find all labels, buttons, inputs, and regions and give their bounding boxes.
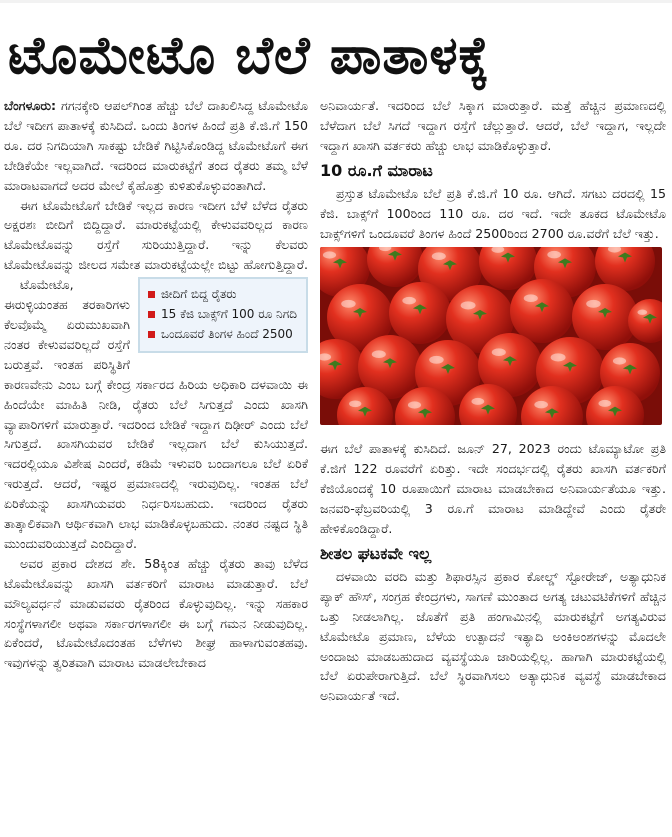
highlight-text: 15 ಕೆಜಿ ಬಾಕ್ಸ್‌ಗೆ 100 ರೂ ನಿಗದಿ xyxy=(161,307,297,322)
highlight-item xyxy=(148,305,300,323)
headline: ಟೊಮೇಟೊ ಬೆಲೆ ಪಾತಾಳಕ್ಕೆ xyxy=(8,26,490,86)
highlight-item xyxy=(148,325,300,343)
paragraph: ಈಗ ಟೊಮೇಟೊಗೆ ಬೇಡಿಕೆ ಇಲ್ಲದ ಕಾರಣ ಇದೀಗ ಬೆಳೆ ಬೆಳೆದ ರೈತರು ಅಕ್ಷರಶಃ ಬೀದಿಗೆ ಬಿದ್ದಿದ್ದಾರೆ. ಮಾರುಕಟ್ಟೆಯಲ್ಲಿ ಕೇಳುವವರಿಲ್ಲದ ಕಾರಣ ಟೊಮೇಟೊವನ್ನು ರಸ್ತೆಗೆ ಸುರಿಯುತ್ತಿದ್ದಾರೆ. ಇನ್ನು ಕೆಲವರು ಟೊಮೇಟೊವನ್ನು ಜೀಲದ ಸಮೇತ ಮಾರುಕಟ್ಟೆಯಲ್ಲೇ ಬಿಟ್ಟು ಹೋಗುತ್ತಿದ್ದಾರೆ. xyxy=(4,197,308,273)
paragraph: ಟೊಮೇಟೊ, ಈರುಳ್ಳಿಯಂತಹ ತರಕಾರಿಗಳು ಕೆಲವೊಮ್ಮೆ ಏರುಮುಖವಾಗಿ ನಂತರ ಕೇಳುವವರಿಲ್ಲದೆ ರಸ್ತೆಗೆ ಬರುತ್ತವೆ. ಇಂತಹ ಪರಿಸ್ಥಿತಿಗೆ ಕಾರಣವೇನು ಎಂಬ ಬಗ್ಗೆ ಕೇಂದ್ರ ಸರ್ಕಾರದ ಹಿರಿಯ ಅಧಿಕಾರಿ ದಳವಾಯಿ ಈ ಹಿಂದೆಯೇ ಮಾಹಿತಿ ನೀಡಿ, ರೈತರು ಬೆಲೆ ಸಿಗುತ್ತದೆ ಎಂದು ಖಾಸಗಿ ವ್ಯಾಪಾರಿಗಳಿಗೆ ಮಾರುತ್ತಾರೆ. ಇದರಿಂದ ಬೇಡಿಕೆ ಇದ್ದಾಗ ದಿಢೀರ್ ಎಂದು ಬೆಲೆ ಸಿಗುತ್ತದೆ. ಖಾಸಗಿಯವರ ಬೇಡಿಕೆ ಇಲ್ಲದಾಗ ಬೆಲೆ ಕುಸಿಯುತ್ತದೆ. ಇದರಲ್ಲಿಯೂ ವಿಶೇಷ ಎಂದರೆ, ಕಡಿಮೆ ಇಳುವರಿ ಬಂದಾಗಲೂ ಬೆಲೆ ಏರಿಕೆ ಇರುತ್ತದೆ. ಆದರೆ, ಇಷ್ಟರ ಪ್ರಮಾಣದಲ್ಲಿ ಇರುವುದಿಲ್ಲ. ಇಂತಹ ಬೆಲೆ ಏರಿಕೆಯನ್ನು ಖಾಸಗಿಯವರು ನಿರ್ಧರಿಸಬಹುದು. ಇದರಿಂದ ರೈತರು ತಾತ್ಕಾಲಿಕವಾಗಿ ಆರ್ಥಿಕವಾಗಿ ಲಾಭ ಮಾಡಿಕೊಳ್ಳಬಹುದು. ನಂತರ ನಷ್ಟದ ಸ್ಥಿತಿ ಮುಂದುವರಿಯುತ್ತದೆ ಎಂದಿದ್ದಾರೆ. xyxy=(4,277,308,551)
highlight-text: ಜೀದಿಗೆ ಬಿದ್ದ ರೈತರು xyxy=(161,287,237,302)
top-rule xyxy=(0,0,672,3)
paragraph: ಅನಿವಾರ್ಯತೆ. ಇದರಿಂದ ಬೆಲೆ ಸಿಕ್ಕಾಗ ಮಾರುತ್ತಾರೆ. ಮತ್ತೆ ಹೆಚ್ಚಿನ ಪ್ರಮಾಣದಲ್ಲಿ ಬೆಳೆದಾಗ ಬೆಲೆ ಸಿಗದೆ ಇದ್ದಾಗ ರಸ್ತೆಗೆ ಚೆಲ್ಲುತ್ತಾರೆ. ಆದರೆ, ಬೆಲೆ ಇದ್ದಾಗ, ಇಲ್ಲದೇ ಇದ್ದಾಗ ಖಾಸಗಿ ವರ್ತಕರು ಹೆಚ್ಚು ಲಾಭ ಮಾಡಿಕೊಳ್ಳುತ್ತಾರೆ. xyxy=(320,98,666,153)
right-column xyxy=(320,96,666,837)
subheading-cold-storage: ಶೀತಲ ಘಟಕವೇ ಇಲ್ಲ xyxy=(320,543,432,563)
bullet-icon xyxy=(148,311,155,318)
lead-paragraph xyxy=(4,96,308,196)
lead-text: ಗಗನಕ್ಕೇರಿ ಆಪಲ್‌ಗಿಂತ ಹೆಚ್ಚು ಬೆಲೆ ದಾಖಲಿಸಿದ್ದ ಟೊಮೇಟೊ ಬೆಲೆ ಇದೀಗ ಪಾತಾಳಕ್ಕೆ ಕುಸಿದಿದೆ. ಒಂದು ತಿಂಗಳ ಹಿಂದೆ ಪ್ರತಿ ಕೆ.ಜಿ.ಗೆ 150 ರೂ. ದರ ನಿಗದಿಯಾಗಿ ಸಾಕಷ್ಟು ಬೇಡಿಕೆ ಗಿಟ್ಟಿಸಿಕೊಂಡಿದ್ದ ಟೊಮೇಟೊಗೆ ಈಗ ಬೇಡಿಕೆಯೇ ಇಲ್ಲವಾಗಿದೆ. ಇದರಿಂದ ಮಾರುಕಟ್ಟೆಗೆ ತಂದ ರೈತರು ತಮ್ಮ ಬೆಳೆ ಮಾರಾಟವಾಗದೆ ಅದರ ಮೇಲೆ ಕೈಹೊತ್ತು ಕುಳಿತುಕೊಳ್ಳುವಂತಾಗಿದೆ. xyxy=(4,98,308,193)
bullet-icon xyxy=(148,291,155,298)
bullet-icon xyxy=(148,331,155,338)
paragraph: ಪ್ರಸ್ತುತ ಟೊಮೇಟೊ ಬೆಲೆ ಪ್ರತಿ ಕೆ.ಜಿ.ಗೆ 10 ರೂ. ಆಗಿದೆ. ಸಗಟು ದರದಲ್ಲಿ 15 ಕೆಜಿ. ಬಾಕ್ಸ್‌ಗೆ 100ರಿಂದ 110 ರೂ. ದರ ಇದೆ. ಇದೇ ತೂಕದ ಟೊಮೇಟೊ ಬಾಕ್ಸ್‌ಗಳಿಗೆ ಒಂದೂವರೆ ತಿಂಗಳ ಹಿಂದೆ 2500ರಿಂದ 2700 ರೂ.ವರೆಗೆ ಬೆಲೆ ಇತ್ತು. xyxy=(320,185,666,241)
paragraph: ಈಗ ಬೆಲೆ ಪಾತಾಳಕ್ಕೆ ಕುಸಿದಿದೆ. ಜೂನ್ 27, 2023 ರಂದು ಟೊಮ್ಯಾಟೋ ಪ್ರತಿ ಕೆ.ಜಿಗೆ 122 ರೂವರೆಗೆ ಏರಿತ್ತು. ಇದೇ ಸಂದರ್ಭದಲ್ಲಿ ರೈತರು ಖಾಸಗಿ ವರ್ತಕರಿಗೆ ಕೆಜಿಯೊಂದಕ್ಕೆ 10 ರೂಪಾಯಿಗೆ ಮಾರಾಟ ಮಾಡಬೇಕಾದ ಅನಿವಾರ್ಯತೆಯೂ ಇತ್ತು. ಜನವರಿ-ಫೆಬ್ರವರಿಯಲ್ಲಿ 3 ರೂ.ಗೆ ಮಾರಾಟ ಮಾಡಿದ್ದೇವೆ ಎಂದು ರೈತರೇ ಹೇಳಿಕೊಂಡಿದ್ದಾರೆ. xyxy=(320,441,666,536)
highlights-box xyxy=(138,277,308,353)
left-column xyxy=(4,96,308,837)
paragraph: ದಳವಾಯಿ ವರದಿ ಮತ್ತು ಶಿಫಾರಸ್ಸಿನ ಪ್ರಕಾರ ಕೋಲ್ಡ್ ಸ್ಟೋರೇಜ್, ಅತ್ಯಾಧುನಿಕ ಪ್ಯಾಕ್ ಹೌಸ್, ಸಂಗ್ರಹ ಕೇಂದ್ರಗಳು, ಸಾಗಣೆ ಮುಂತಾದ ಅಗತ್ಯ ಚಟುವಟಿಕೆಗಳಿಗೆ ಹೆಚ್ಚಿನ ಒತ್ತು ನೀಡಲಾಗಿಲ್ಲ. ಜೊತೆಗೆ ಪ್ರತಿ ಹಂಗಾಮಿನಲ್ಲಿ ಮಾರುಕಟ್ಟೆಗೆ ಅಗತ್ಯವಿರುವ ಟೊಮೇಟೊ ಪ್ರಮಾಣ, ಬೆಳೆಯ ಉತ್ಪಾದನೆ ಇತ್ಯಾದಿ ಅಂಕಿಅಂಶಗಳನ್ನು ಮೊದಲೇ ಅಂದಾಜು ಮಾಡಬಹುದಾದ ವ್ಯವಸ್ಥೆಯೂ ಜಾರಿಯಲ್ಲಿಲ್ಲ. ಹಾಗಾಗಿ ಮಾರುಕಟ್ಟೆಯಲ್ಲಿ ಬೆಲೆ ಏರುಪೇರಾಗುತ್ತಿದೆ. ಬೆಲೆ ಸ್ಥಿರವಾಗಿಸಲು ಅತ್ಯಾಧುನಿಕ ವ್ಯವಸ್ಥೆ ಮಾಡಬೇಕಾದ ಅನಿವಾರ್ಯತೆ ಇದೆ. xyxy=(320,568,666,704)
dateline: ಬೆಂಗಳೂರು: xyxy=(4,98,57,113)
highlight-item xyxy=(148,285,300,303)
subheading-sale: 10 ರೂ.ಗೆ ಮಾರಾಟ xyxy=(320,160,433,180)
tomatoes-photo xyxy=(320,247,662,425)
paragraph: ಅವರ ಪ್ರಕಾರ ದೇಶದ ಶೇ. 58ಕ್ಕಿಂತ ಹೆಚ್ಚು ರೈತರು ತಾವು ಬೆಳೆದ ಟೊಮೇಟೊವನ್ನು ಖಾಸಗಿ ವರ್ತಕರಿಗೆ ಮಾರಾಟ ಮಾಡುತ್ತಾರೆ. ಬೆಲೆ ಮೌಲ್ಯವರ್ಧನೆ ಮಾಡುವವರು ರೈತರಿಂದ ಕೊಳ್ಳುವುದಿಲ್ಲ. ಇನ್ನು ಸಹಕಾರ ಸಂಸ್ಥೆಗಳಾಗಲೀ ಅಥವಾ ಸರ್ಕಾರಗಳಾಗಲೀ ಈ ಬಗ್ಗೆ ಗಮನ ನೀಡುವುದಿಲ್ಲ. ಏಕೆಂದರೆ, ಟೊಮೇಟೊದಂತಹ ಬೆಳೆಗಳು ಶೀಘ್ರ ಹಾಳಾಗುವಂತಹವು. ಇವುಗಳನ್ನು ತ್ವರಿತವಾಗಿ ಮಾರಾಟ ಮಾಡಲೇಬೇಕಾದ xyxy=(4,555,308,671)
highlight-text: ಒಂದೂವರೆ ತಿಂಗಳ ಹಿಂದೆ 2500 xyxy=(161,327,293,342)
